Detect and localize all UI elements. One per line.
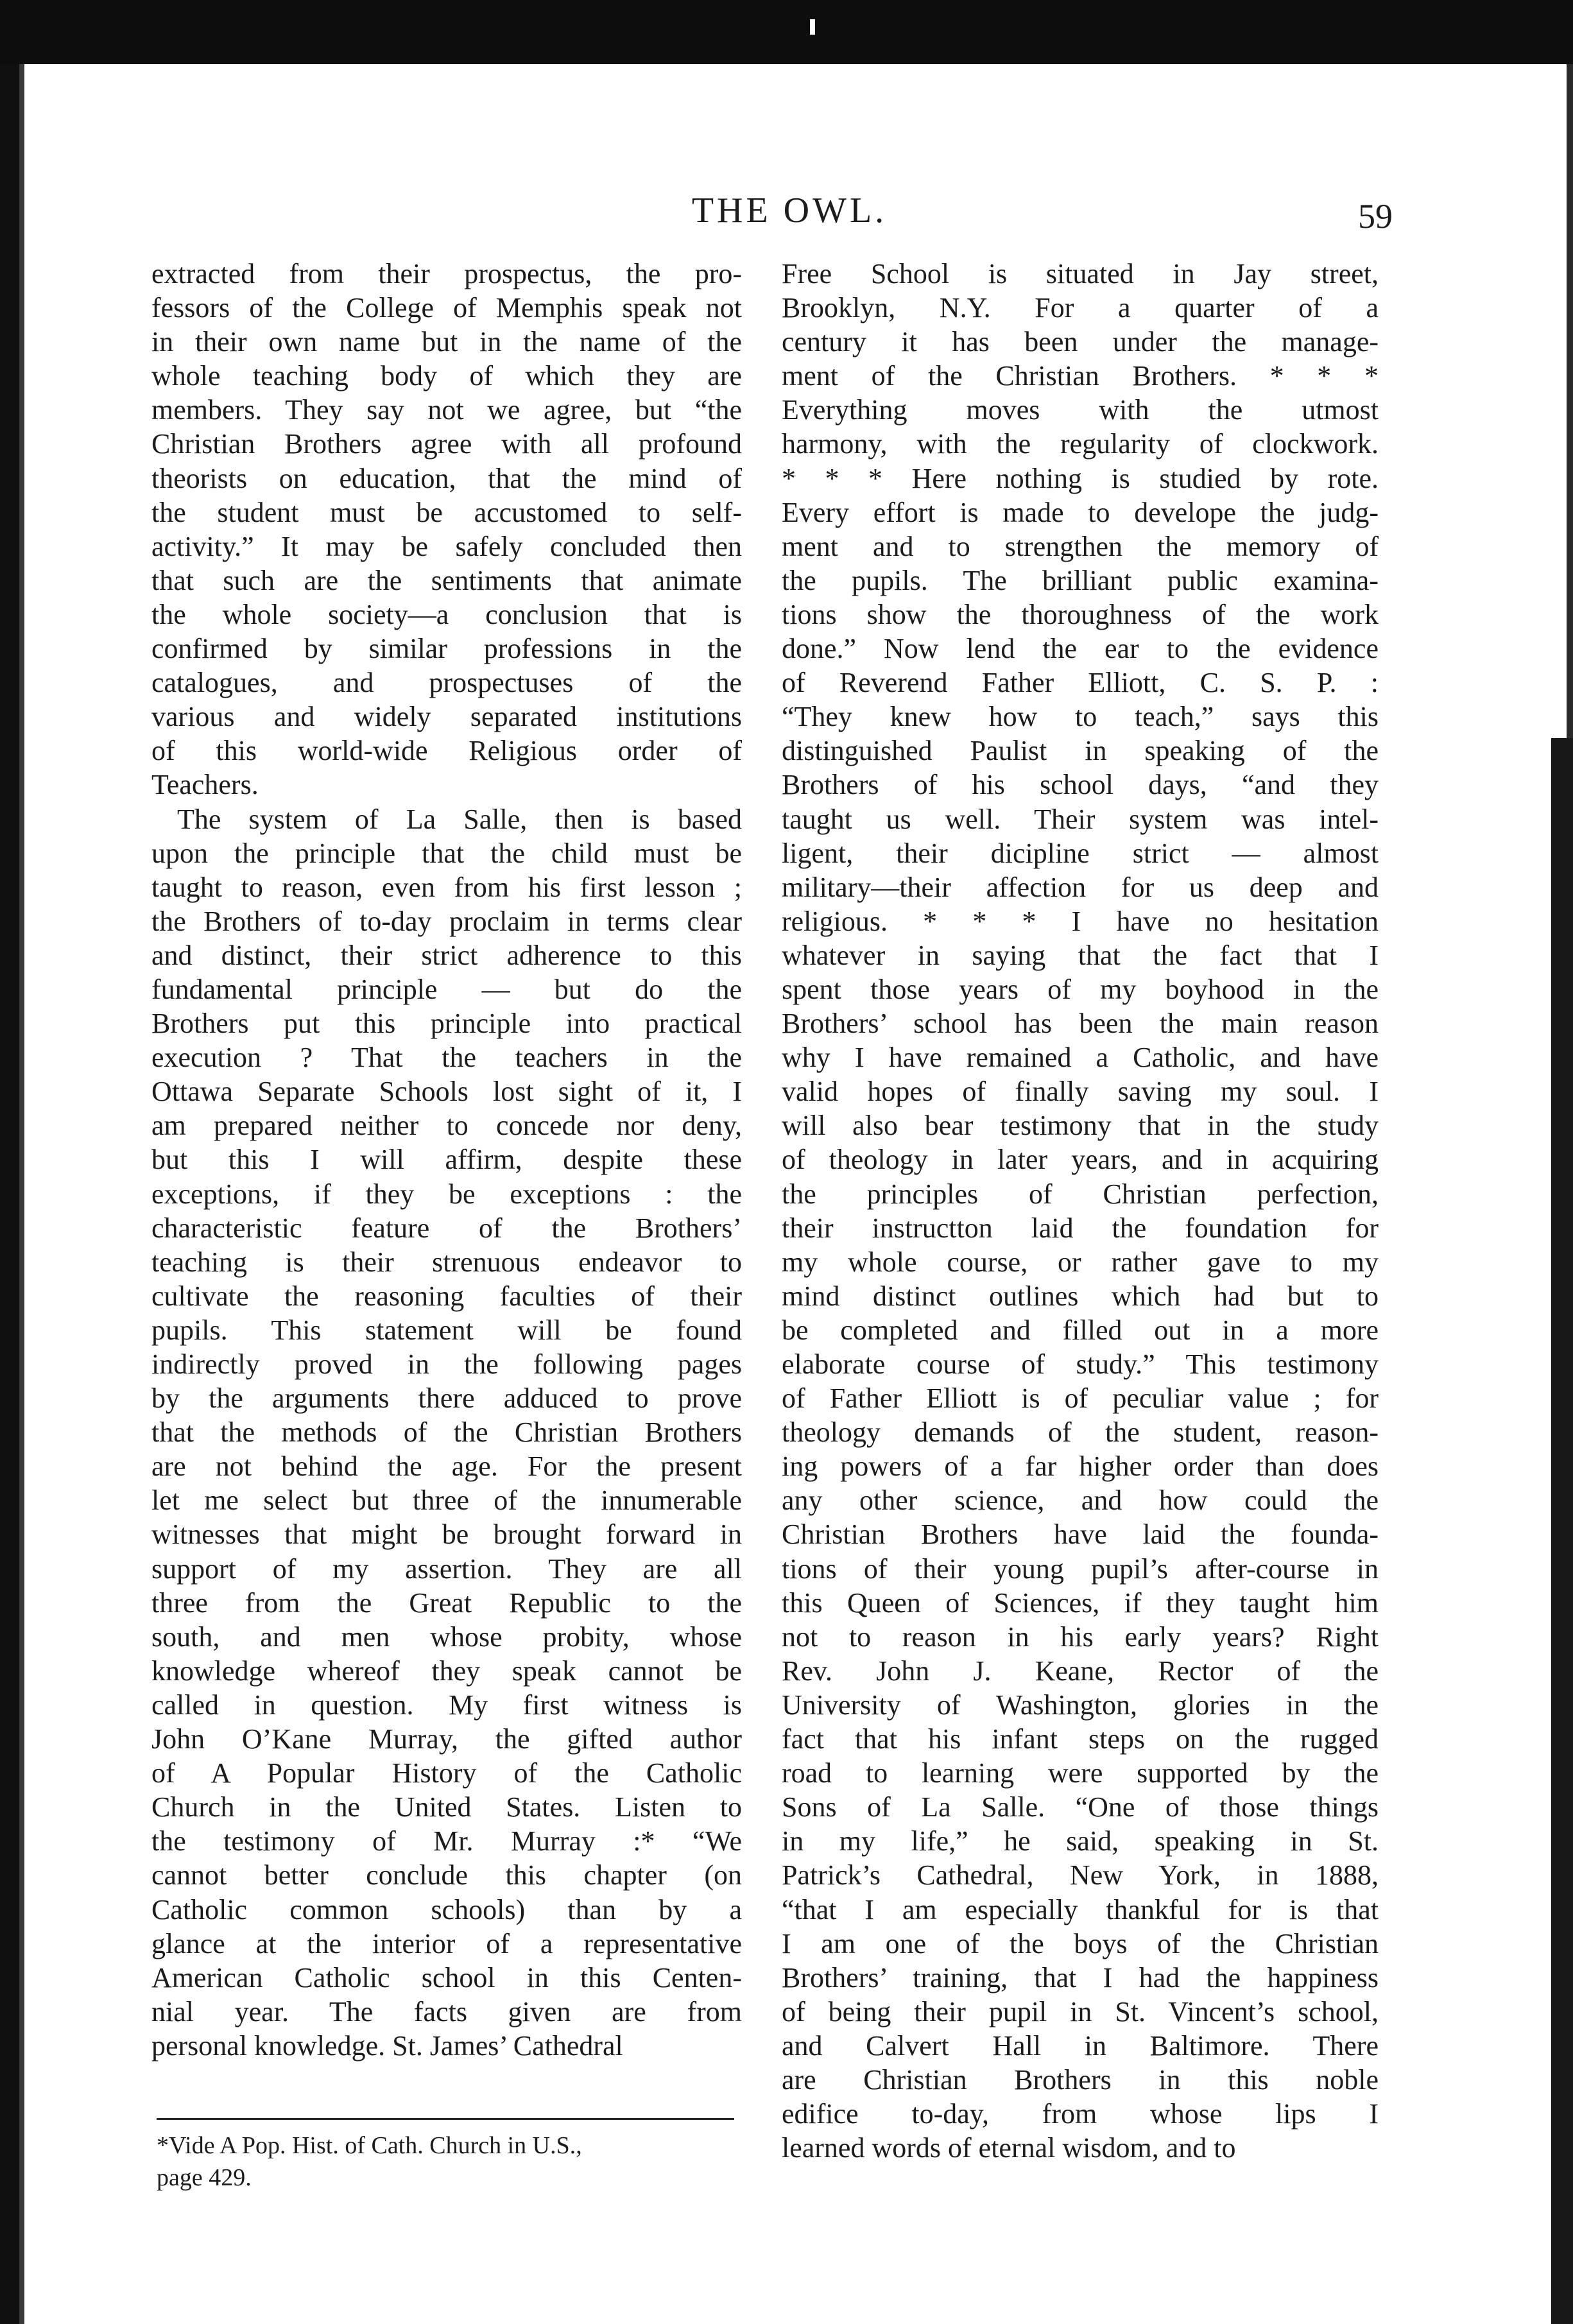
left-column-line: by the arguments there adduced to prove: [151, 1382, 742, 1415]
right-column: [782, 257, 1379, 2165]
right-column-line: I am one of the boys of the Christian: [782, 1927, 1379, 1959]
right-column-line: the pupils. The brilliant public examina-: [782, 564, 1379, 596]
left-column-line: fessors of the College of Memphis speak not: [151, 292, 742, 324]
right-column-line: Sons of La Salle. “One of those things: [782, 1791, 1379, 1823]
right-column-line: Every effort is made to develope the judg-: [782, 496, 1379, 528]
left-column-line: catalogues, and prospectuses of the: [151, 667, 742, 699]
right-column-line: ing powers of a far higher order than does: [782, 1450, 1379, 1483]
left-column-line: personal knowledge. St. James’ Cathedral: [151, 2029, 623, 2061]
right-column-line: Brothers’ training, that I had the happiness: [782, 1961, 1379, 1993]
left-column-line: glance at the interior of a representative: [151, 1927, 742, 1959]
right-column-line: not to reason in his early years? Right: [782, 1621, 1379, 1653]
right-column-line: Free School is situated in Jay street,: [782, 258, 1379, 289]
left-column-line: the student must be accustomed to self-: [151, 496, 742, 528]
left-column-line: execution ? That the teachers in the: [151, 1042, 742, 1074]
footnote: [157, 2130, 734, 2194]
left-column-line: Teachers.: [151, 769, 259, 801]
right-column-line: Christian Brothers have laid the founda-: [782, 1519, 1379, 1551]
left-column-line: cultivate the reasoning faculties of their: [151, 1280, 742, 1312]
left-column-line: indirectly proved in the following pages: [151, 1348, 742, 1380]
left-column-line: that the methods of the Christian Brothers: [151, 1416, 742, 1449]
left-column-line: knowledge whereof they speak cannot be: [151, 1655, 742, 1687]
right-column-line: taught us well. Their system was intel-: [782, 803, 1379, 835]
right-column-line: Brothers of his school days, “and they: [782, 769, 1379, 801]
left-column-line: cannot better conclude this chapter (on: [151, 1859, 742, 1891]
scan-border-left: [0, 64, 19, 2324]
right-column-line: any other science, and how could the: [782, 1485, 1379, 1517]
left-column-line: extracted from their prospectus, the pro-: [151, 258, 742, 289]
left-column-line: The system of La Salle, then is based: [177, 803, 742, 835]
left-column-line: are not behind the age. For the present: [151, 1450, 742, 1483]
right-column-line: spent those years of my boyhood in the: [782, 973, 1379, 1005]
left-column-line: the Brothers of to-day proclaim in terms clear: [151, 905, 742, 937]
scan-border-top: [0, 0, 1573, 64]
right-column-line: the principles of Christian perfection,: [782, 1178, 1379, 1210]
left-column-line: various and widely separated institutions: [151, 701, 742, 733]
right-column-line: why I have remained a Catholic, and have: [782, 1042, 1379, 1074]
right-column-line: Rev. John J. Keane, Rector of the: [782, 1655, 1379, 1687]
right-column-line: tions show the thoroughness of the work: [782, 598, 1379, 630]
scan-speck: [810, 19, 815, 35]
left-column-line: let me select but three of the innumerable: [151, 1485, 742, 1517]
left-column-line: whole teaching body of which they are: [151, 360, 742, 392]
left-column-line: Catholic common schools) than by a: [151, 1893, 742, 1925]
left-column-line: upon the principle that the child must be: [151, 837, 742, 869]
scan-border-right: [1551, 738, 1573, 2324]
left-column-line: that such are the sentiments that animate: [151, 564, 742, 596]
right-column-line: their instructton laid the foundation for: [782, 1212, 1379, 1244]
left-column-line: Church in the United States. Listen to: [151, 1791, 742, 1823]
left-column-line: exceptions, if they be exceptions : the: [151, 1178, 742, 1210]
right-column-line: religious. * * * I have no hesitation: [782, 905, 1379, 937]
left-column-line: support of my assertion. They are all: [151, 1553, 742, 1585]
left-column-line: but this I will affirm, despite these: [151, 1144, 742, 1176]
left-column-line: Ottawa Separate Schools lost sight of it, I: [151, 1076, 742, 1108]
right-column-line: military—their affection for us deep and: [782, 871, 1379, 903]
scan-border-right-upper: [1567, 64, 1573, 738]
right-column-line: fact that his infant steps on the rugged: [782, 1723, 1379, 1755]
right-column-line: and Calvert Hall in Baltimore. There: [782, 2029, 1379, 2061]
left-column-line: American Catholic school in this Centen-: [151, 1961, 742, 1993]
footnote-line: page 429.: [157, 2164, 252, 2191]
left-column-line: Brothers put this principle into practical: [151, 1008, 742, 1040]
left-column-line: theorists on education, that the mind of: [151, 462, 742, 494]
left-column-line: am prepared neither to concede nor deny,: [151, 1110, 742, 1142]
right-column-line: “They knew how to teach,” says this: [782, 701, 1379, 733]
right-column-line: valid hopes of finally saving my soul. I: [782, 1076, 1379, 1108]
left-column-line: pupils. This statement will be found: [151, 1314, 742, 1346]
left-column-line: John O’Kane Murray, the gifted author: [151, 1723, 742, 1755]
left-column-line: confirmed by similar professions in the: [151, 633, 742, 665]
right-column-line: ligent, their dicipline strict — almost: [782, 837, 1379, 869]
right-column-line: distinguished Paulist in speaking of the: [782, 735, 1379, 767]
scan-border-left-shadow: [19, 64, 24, 2324]
left-column-line: of A Popular History of the Catholic: [151, 1757, 742, 1789]
right-column-line: University of Washington, glories in the: [782, 1689, 1379, 1721]
running-head: THE OWL.: [691, 191, 888, 230]
right-column-line: tions of their young pupil’s after-course in: [782, 1553, 1379, 1585]
right-column-line: be completed and filled out in a more: [782, 1314, 1379, 1346]
right-column-line: mind distinct outlines which had but to: [782, 1280, 1379, 1312]
right-column-line: this Queen of Sciences, if they taught him: [782, 1587, 1379, 1619]
right-column-line: of Father Elliott is of peculiar value ; for: [782, 1382, 1379, 1415]
right-column-line: of Reverend Father Elliott, C. S. P. :: [782, 667, 1379, 699]
right-column-line: my whole course, or rather gave to my: [782, 1246, 1379, 1278]
right-column-line: Patrick’s Cathedral, New York, in 1888,: [782, 1859, 1379, 1891]
left-column-line: south, and men whose probity, whose: [151, 1621, 742, 1653]
right-column-line: harmony, with the regularity of clockwork.: [782, 428, 1379, 460]
right-column-line: * * * Here nothing is studied by rote.: [782, 462, 1379, 494]
left-column-line: witnesses that might be brought forward in: [151, 1519, 742, 1551]
right-column-line: are Christian Brothers in this noble: [782, 2063, 1379, 2096]
right-column-line: elaborate course of study.” This testimony: [782, 1348, 1379, 1380]
left-column-line: fundamental principle — but do the: [151, 973, 742, 1005]
right-column-line: done.” Now lend the ear to the evidence: [782, 633, 1379, 665]
right-column-line: will also bear testimony that in the study: [782, 1110, 1379, 1142]
right-column-line: “that I am especially thankful for is that: [782, 1893, 1379, 1925]
footnote-line: *Vide A Pop. Hist. of Cath. Church in U.S.,: [157, 2132, 582, 2159]
right-column-line: Brothers’ school has been the main reason: [782, 1008, 1379, 1040]
right-column-line: of theology in later years, and in acquiring: [782, 1144, 1379, 1176]
left-column-line: called in question. My first witness is: [151, 1689, 742, 1721]
left-column-line: in their own name but in the name of the: [151, 326, 742, 358]
right-column-line: ment and to strengthen the memory of: [782, 530, 1379, 562]
right-column-line: century it has been under the manage-: [782, 326, 1379, 358]
right-column-line: learned words of eternal wisdom, and to: [782, 2132, 1236, 2164]
right-column-line: theology demands of the student, reason-: [782, 1416, 1379, 1449]
left-column-line: the testimony of Mr. Murray :* “We: [151, 1825, 742, 1857]
left-column-line: activity.” It may be safely concluded then: [151, 530, 742, 562]
right-column-line: whatever in saying that the fact that I: [782, 939, 1379, 971]
left-column-line: three from the Great Republic to the: [151, 1587, 742, 1619]
right-column-line: Everything moves with the utmost: [782, 394, 1379, 426]
right-column-line: edifice to-day, from whose lips I: [782, 2098, 1379, 2130]
left-column-line: of this world-wide Religious order of: [151, 735, 742, 767]
right-column-line: ment of the Christian Brothers. * * *: [782, 360, 1379, 392]
left-column: [151, 257, 742, 2063]
left-column-line: members. They say not we agree, but “the: [151, 394, 742, 426]
right-column-line: in my life,” he said, speaking in St.: [782, 1825, 1379, 1857]
left-column-line: nial year. The facts given are from: [151, 1995, 742, 2027]
left-column-line: teaching is their strenuous endeavor to: [151, 1246, 742, 1278]
right-column-line: Brooklyn, N.Y. For a quarter of a: [782, 292, 1379, 324]
left-column-line: the whole society—a conclusion that is: [151, 598, 742, 630]
left-column-line: Christian Brothers agree with all profound: [151, 428, 742, 460]
footnote-rule: [157, 2118, 734, 2120]
right-column-line: road to learning were supported by the: [782, 1757, 1379, 1789]
left-column-line: taught to reason, even from his first lesson ;: [151, 871, 742, 903]
page-number: 59: [1358, 197, 1393, 236]
left-column-line: and distinct, their strict adherence to this: [151, 939, 742, 971]
left-column-line: characteristic feature of the Brothers’: [151, 1212, 742, 1244]
right-column-line: of being their pupil in St. Vincent’s school,: [782, 1995, 1379, 2027]
